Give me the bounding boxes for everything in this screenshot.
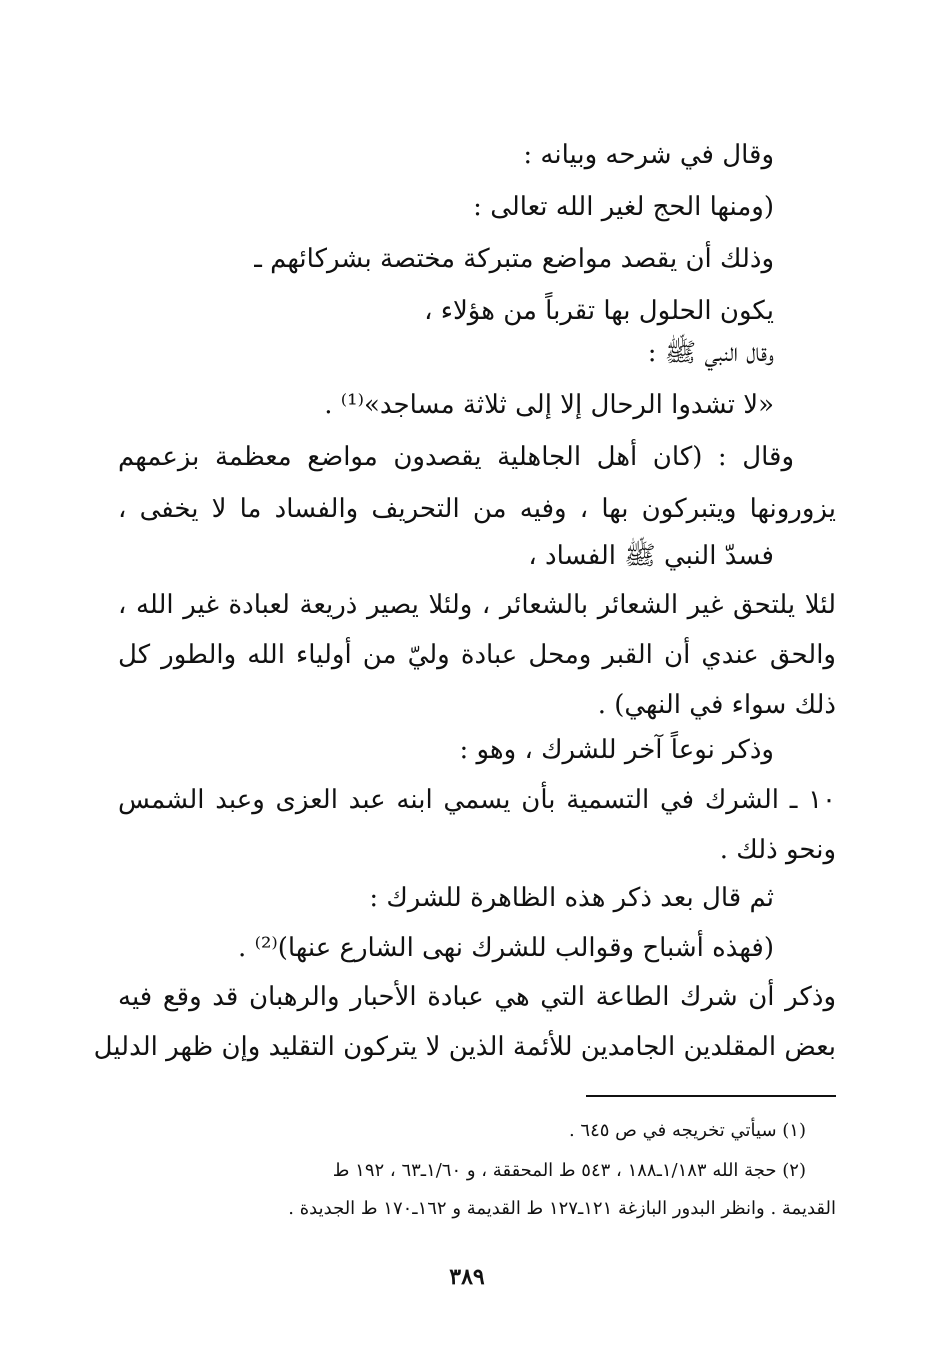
text-line: (ومنها الحج لغير الله تعالى : [473,192,774,222]
text-line: وقال النبي ﷺ : [647,338,774,368]
text-line [118,437,836,477]
text-line: وقال في شرحه وبيانه : [523,140,774,170]
text-line: وذكر نوعاً آخر للشرك ، وهو : [459,735,774,765]
text-line: «لا تشدوا الرحال إلا إلى ثلاثة مساجد»⁽¹⁾ . [324,390,774,420]
text-line: فسدّ النبي ﷺ الفساد ، [528,541,774,571]
text-line: والحق عندي أن القبر ومحل عبادة وليّ من أولياء الله والطور كل [118,640,836,670]
footnote: (١) سيأتي تخريجه في ص ٦٤٥ . [568,1120,806,1141]
text-line: ونحو ذلك . [719,835,836,865]
text-line: وذكر أن شرك الطاعة التي هي عبادة الأحبار والرهبان قد وقع فيه [118,982,836,1012]
text-line: يكون الحلول بها تقرباً من هؤلاء ، [424,296,774,326]
text-line: لئلا يلتحق غير الشعائر بالشعائر ، ولئلا يصير ذريعة لعبادة غير الله ، [118,590,836,620]
text-line: يزورونها ويتبركون بها ، وفيه من التحريف والفساد ما لا يخفى ، [118,494,836,524]
text-line: بعض المقلدين الجامدين للأئمة الذين لا يتركون التقليد وإن ظهر الدليل [93,1032,836,1062]
footnote: (٢) حجة الله ١/١٨٣ـ١٨٨ ، ٥٤٣ ط المحققة ، و ١/٦٠ـ٦٣ ، ١٩٢ ط [332,1160,806,1181]
footnote-separator [586,1095,836,1097]
text-line-content: وقال : (كان أهل الجاهلية يقصدون مواضع معظمة بزعمهم [118,442,794,472]
text-line: وذلك أن يقصد مواضع متبركة مختصة بشركائهم ـ [254,244,774,274]
text-line: ١٠ ـ الشرك في التسمية بأن يسمي ابنه عبد العزى وعبد الشمس [118,785,836,815]
text-line: ذلك سواء في النهي) . [597,690,836,720]
text-line: (فهذه أشباح وقوالب للشرك نهى الشارع عنها)⁽²⁾ . [238,933,774,963]
footnote: القديمة . وانظر البدور البازغة ١٢١ـ١٢٧ ط القديمة و ١٦٢ـ١٧٠ ط الجديدة . [288,1198,836,1219]
text-line: ثم قال بعد ذكر هذه الظاهرة للشرك : [369,883,774,913]
page-number: ٣٨٩ [449,1264,485,1290]
